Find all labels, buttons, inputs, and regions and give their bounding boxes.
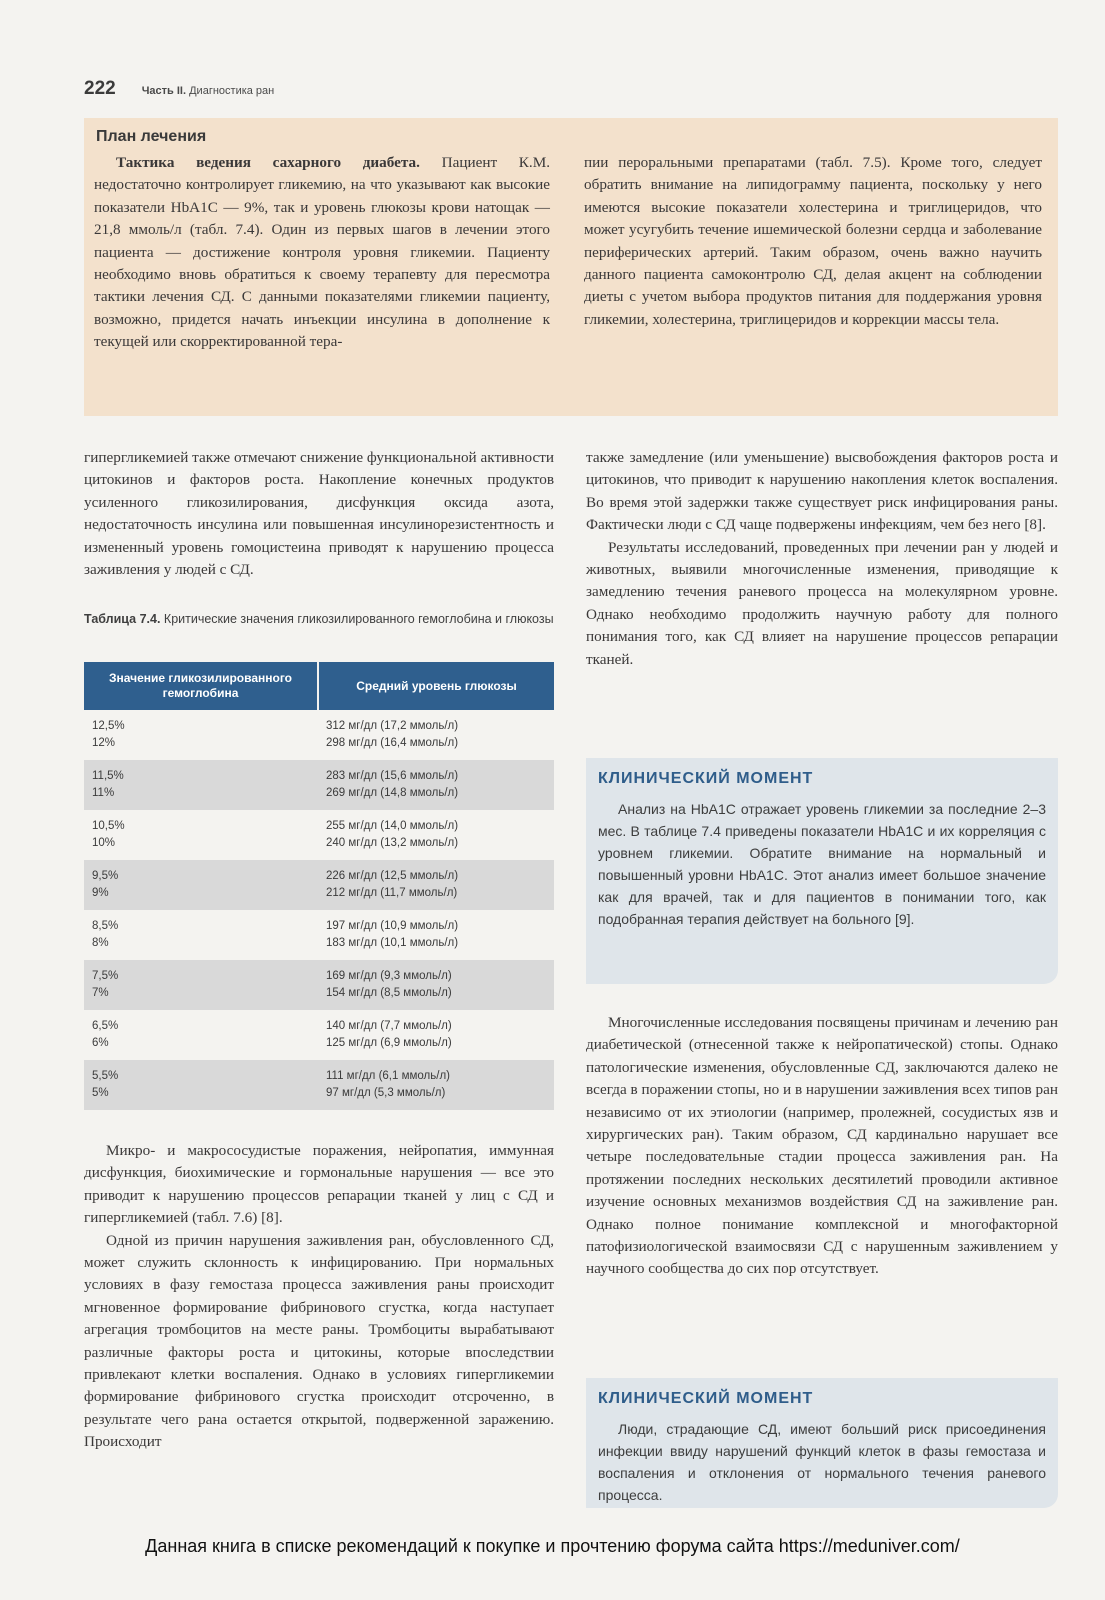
table-caption: [84, 610, 554, 628]
cell-line: 197 мг/дл (10,9 ммоль/л): [326, 920, 459, 932]
treatment-plan-col1: [94, 152, 550, 354]
cell-line: 12%: [92, 737, 116, 749]
table-cell-hba1c: [84, 1010, 318, 1060]
clinical-note-box: [586, 758, 1058, 984]
table-cell-hba1c: [84, 910, 318, 960]
table-cell-glucose: [318, 810, 554, 860]
cell-line: 140 мг/дл (7,7 ммоль/л): [326, 1020, 452, 1032]
table-header-hba1c: Значение гликозилированного гемоглобина: [84, 662, 318, 710]
table-row: [84, 710, 554, 760]
clinical-note-text: Анализ на HbA1C отражает уровень гликемии за последние 2–3 мес. В таблице 7.4 приведены показатели HbA1C и их корреляция с уровнем гликемии. Обратите внимание на нормальный и повышенный уровни HbA1C. Этот анализ имеет большое значение как для врачей, так и для пациентов в понимании того, как подобранная терапия действует на больного [9].: [598, 801, 1046, 927]
table-row: [84, 860, 554, 910]
running-part: Часть II.: [141, 85, 187, 97]
table-caption-text: Критические значения гликозилированного гемоглобина и глюкозы: [160, 612, 554, 626]
running-section: Диагностика ран: [189, 85, 275, 97]
cell-line: 125 мг/дл (6,9 ммоль/л): [326, 1037, 452, 1049]
cell-line: 11%: [92, 787, 115, 799]
table-cell-glucose: [318, 860, 554, 910]
table-row: [84, 1010, 554, 1060]
table-cell-hba1c: [84, 760, 318, 810]
table-cell-hba1c: [84, 960, 318, 1010]
left-column-bottom: [84, 1140, 554, 1454]
table-cell-glucose: [318, 710, 554, 760]
table-row: [84, 1060, 554, 1110]
table-cell-glucose: [318, 960, 554, 1010]
cell-line: 7%: [92, 987, 109, 999]
table-row: [84, 960, 554, 1010]
table-row: [84, 910, 554, 960]
cell-line: 111 мг/дл (6,1 ммоль/л): [326, 1070, 450, 1082]
table-row: [84, 810, 554, 860]
table-cell-glucose: [318, 1010, 554, 1060]
clinical-note-text: Люди, страдающие СД, имеют больший риск присоединения инфекции ввиду нарушений функций клеток в фазы гемостаза и воспаления и отклонения от нормального течения раневого процесса.: [598, 1421, 1046, 1503]
cell-line: 169 мг/дл (9,3 ммоль/л): [326, 970, 452, 982]
treatment-plan-title: План лечения: [96, 128, 207, 145]
treatment-plan-lead: Тактика ведения сахарного диабета.: [116, 154, 420, 171]
cell-line: 226 мг/дл (12,5 ммоль/л): [326, 870, 459, 882]
right-column-top: [586, 447, 1058, 671]
table-cell-hba1c: [84, 860, 318, 910]
cell-line: 312 мг/дл (17,2 ммоль/л): [326, 720, 459, 732]
cell-line: 8%: [92, 937, 109, 949]
treatment-plan-col1-text: Пациент К.М. недостаточно контролирует гликемию, на что указывают как высокие показатели HbA1C — 9%, так и уровень глюкозы крови натощак — 21,8 ммоль/л (табл. 7.4). Один из первых шагов в лечении этого пациента — достижение контроля уровня гликемии. Пациенту необходимо вновь обратиться к своему терапевту для пересмотра тактики лечения СД. С данными показателями гликемии пациенту, возможно, придется начать инъекции инсулина в дополнение к текущей или скорректированной тера-: [94, 154, 551, 351]
table-cell-glucose: [318, 760, 554, 810]
cell-line: 240 мг/дл (13,2 ммоль/л): [326, 837, 459, 849]
cell-line: 10%: [92, 837, 116, 849]
cell-line: 154 мг/дл (8,5 ммоль/л): [326, 987, 452, 999]
table-cell-glucose: [318, 910, 554, 960]
footer-watermark: Данная книга в списке рекомендаций к покупке и прочтению форума сайта https://meduniver.com/: [145, 1536, 960, 1556]
cell-line: 6%: [92, 1037, 109, 1049]
table-row: [84, 760, 554, 810]
cell-line: 255 мг/дл (14,0 ммоль/л): [326, 820, 459, 832]
treatment-plan-col2: [584, 152, 1042, 331]
cell-line: 212 мг/дл (11,7 ммоль/л): [326, 887, 458, 899]
clinical-note-title: КЛИНИЧЕСКИЙ МОМЕНТ: [598, 770, 814, 787]
cell-line: 5,5%: [92, 1070, 119, 1082]
cell-line: 298 мг/дл (16,4 ммоль/л): [326, 737, 459, 749]
cell-line: 10,5%: [92, 820, 125, 832]
table-cell-hba1c: [84, 810, 318, 860]
table-cell-hba1c: [84, 1060, 318, 1110]
paragraph: гипергликемией также отмечают снижение функциональной активности цитокинов и факторов роста. Накопление конечных продуктов усиленного гликозилирования, дисфункция оксида азота, недостаточность инсулина или повышенная инсулинорезистентность и измененный уровень гомоцистеина приводят к нарушению процесса заживления у людей с СД.: [84, 449, 554, 579]
page-header: [84, 78, 274, 102]
table-header-glucose: Средний уровень глюкозы: [318, 662, 554, 710]
cell-line: 9%: [92, 887, 109, 899]
cell-line: 283 мг/дл (15,6 ммоль/л): [326, 770, 459, 782]
treatment-plan-col2-text: пии пероральными препаратами (табл. 7.5). Кроме того, следует обратить внимание на липидограмму пациента, поскольку у него имеются высокие показатели холестерина и триглицеридов, что может усугубить течение ишемической болезни сердца и заболевание периферических артерий. Таким образом, очень важно научить данного пациента самоконтролю СД, делая акцент на соблюдении диеты с учетом выбора продуктов питания для поддержания уровня гликемии, холестерина, триглицеридов и коррекции массы тела.: [584, 154, 1042, 328]
cell-line: 11,5%: [92, 770, 124, 782]
cell-line: 7,5%: [92, 970, 119, 982]
paragraph: Результаты исследований, проведенных при лечении ран у людей и животных, выявили многочисленные изменения, приводящие к замедлению течения раневого процесса на молекулярном уровне. Однако необходимо продолжить научную работу для полного понимания того, как СД влияет на нарушение процессов репарации тканей.: [586, 538, 1058, 668]
cell-line: 5%: [92, 1087, 109, 1099]
paragraph: Одной из причин нарушения заживления ран, обусловленного СД, может служить склонность к инфицированию. При нормальных условиях в фазу гемостаза процесса заживления раны происходит мгновенное формирование фибринового сгустка, когда наступает агрегация тромбоцитов на месте раны. Тромбоциты вырабатывают различные факторы роста и цитокины, которые впоследствии привлекают клетки воспаления. Однако в условиях гипергликемии формирование фибринового сгустка происходит отсроченно, в результате чего рана остается открытой, подверженной заражению. Происходит: [84, 1231, 554, 1451]
table-cell-hba1c: [84, 710, 318, 760]
cell-line: 8,5%: [92, 920, 119, 932]
paragraph: также замедление (или уменьшение) высвобождения факторов роста и цитокинов, что приводит к нарушению накопления клеток воспаления. Во время этой задержки также существует риск инфицирования раны. Фактически люди с СД чаще подвержены инфекциям, чем без него [8].: [586, 449, 1058, 534]
cell-line: 6,5%: [92, 1020, 119, 1032]
table-header-row: [84, 662, 554, 710]
right-column-middle: [586, 1012, 1058, 1281]
table-cell-glucose: [318, 1060, 554, 1110]
clinical-note-title: КЛИНИЧЕСКИЙ МОМЕНТ: [598, 1390, 814, 1407]
table-caption-label: Таблица 7.4.: [84, 612, 161, 626]
cell-line: 97 мг/дл (5,3 ммоль/л): [326, 1087, 446, 1099]
cell-line: 9,5%: [92, 870, 119, 882]
clinical-note-box: [586, 1378, 1058, 1508]
running-title: [142, 85, 275, 97]
treatment-plan-box: [84, 118, 1058, 416]
paragraph: Многочисленные исследования посвящены причинам и лечению ран диабетической (отнесенной также к нейропатической) стопы. Однако патологические изменения, обусловленные СД, заключаются далеко не всегда в поражении стопы, но и в нарушении заживления всех типов ран независимо от их этиологии (например, пролежней, сосудистых язв и хирургических ран). Таким образом, СД кардинально нарушает все четыре последовательные стадии процесса заживления ран. На протяжении последних нескольких десятилетий проводили активное изучение основных механизмов воздействия СД на заживление ран. Однако полное понимание комплексной и многофакторной патофизиологической взаимосвязи СД с нарушенным заживлением у научного сообщества до сих пор отсутствует.: [586, 1014, 1058, 1278]
cell-line: 269 мг/дл (14,8 ммоль/л): [326, 787, 459, 799]
page-number: 222: [84, 78, 116, 99]
left-column-top: [84, 447, 554, 581]
paragraph: Микро- и макрососудистые поражения, нейропатия, иммунная дисфункция, биохимические и гормональные нарушения — все это приводит к нарушению процессов репарации тканей у лиц с СД и гипергликемией (табл. 7.6) [8].: [84, 1142, 554, 1227]
cell-line: 12,5%: [92, 720, 125, 732]
hba1c-glucose-table: [84, 662, 554, 1110]
cell-line: 183 мг/дл (10,1 ммоль/л): [326, 937, 459, 949]
